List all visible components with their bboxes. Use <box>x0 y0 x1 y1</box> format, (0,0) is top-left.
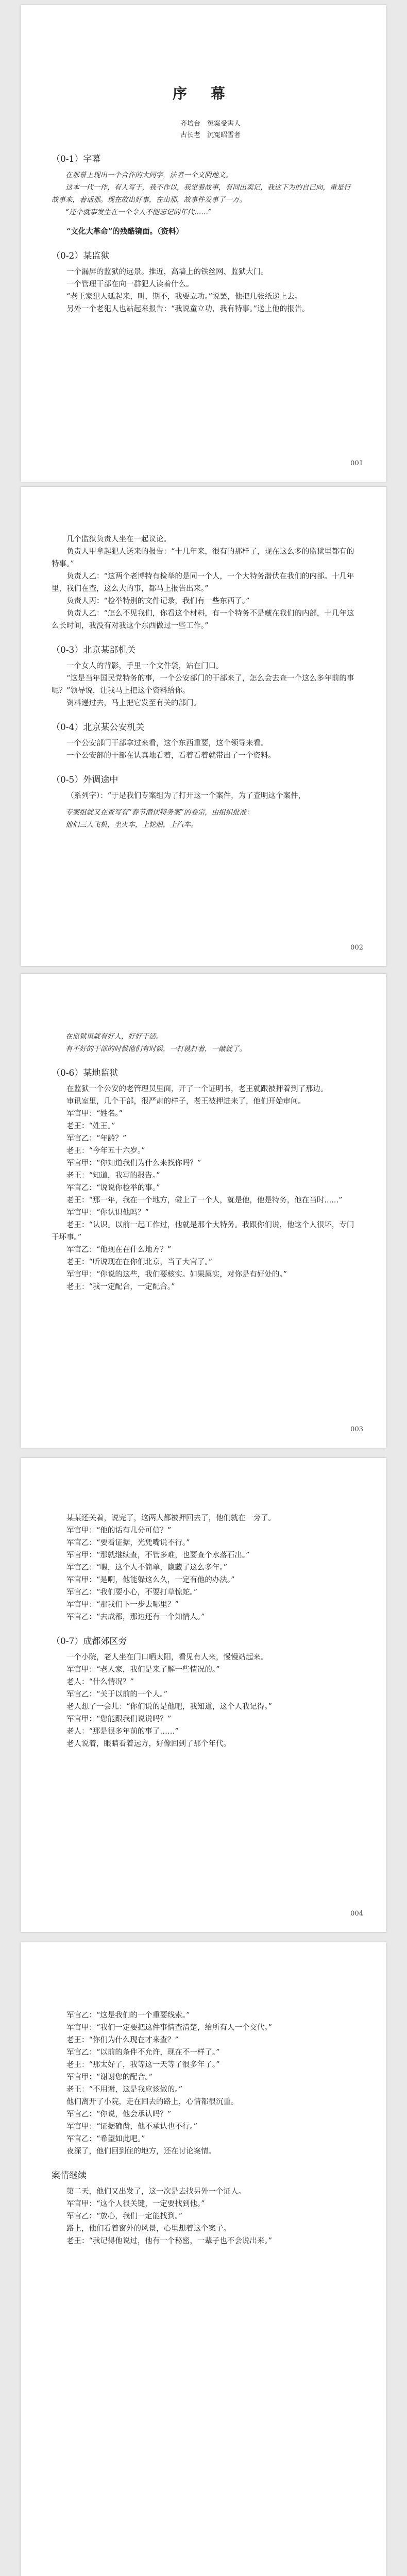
paragraph: 军官甲：“这个人很关键，一定要找到他。” <box>66 2200 205 2208</box>
paragraph: 军官乙：“他现在在什么地方？” <box>66 1246 172 1254</box>
paragraph: 老王：“知道，我写的报告。” <box>66 1172 160 1180</box>
paragraph: 老王：“不用谢，这是我应该做的。” <box>66 2086 183 2094</box>
page-number: 002 <box>350 944 363 952</box>
scene-heading: （0-1）字幕 <box>52 154 101 164</box>
paragraph: 军官乙：“这是我们的一个重要线索。” <box>66 2011 190 2020</box>
cast-line-2: 古长老 沉冤昭雪者 <box>180 131 241 139</box>
paragraph: 他们三人飞机，坐火车，上轮船，上汽车。 <box>65 821 198 829</box>
paragraph: 一个公安部门干部拿过来看，这个东西重要，这个领导来看。 <box>66 739 268 748</box>
paragraph: 夜深了，他们回到住的地方，还在讨论案情。 <box>66 2147 216 2156</box>
paragraph: 一个女人的背影，手里一个文件袋，站在门口。 <box>66 662 224 670</box>
page-number: 003 <box>350 1426 363 1433</box>
paragraph: “这是当年国民党特务的事，一个公安部门的干部来了，怎么会去查一个这么多年前的事呢？”领导说，让我马上把这个资料给你。 <box>52 674 354 695</box>
paragraph: 老王：“那太好了，我等这一天等了很多年了。” <box>66 2061 220 2069</box>
paragraph: 负责人甲拿起犯人送来的报告：“十几年来，很有的那样了，现在这么多的监狱里都有的特事。” <box>52 548 354 568</box>
paragraph: 军官甲：“他的话有几分可信？” <box>66 1527 172 1535</box>
paragraph: 一个管理干部在向一群犯人读着什么。 <box>66 280 194 289</box>
paragraph: 军官乙：“年龄？” <box>66 1134 127 1143</box>
paragraph: 军官乙：“放心，我们一定能找到。” <box>66 2212 183 2221</box>
page-4 <box>21 1458 386 1932</box>
paragraph: 一个漏屏的监狱的远景。推近，高墙上的铁丝网、监狱大门。 <box>66 268 268 276</box>
paragraph: 老王：“我一定配合，一定配合。” <box>66 1283 175 1291</box>
scene-heading: （0-2）某监狱 <box>52 251 110 261</box>
paragraph: 老王：“我记得他说过，他有一个秘密，一辈子也不会说出来。” <box>66 2237 273 2245</box>
page-title: 序 幕 <box>173 85 234 102</box>
page-2 <box>21 487 386 966</box>
paragraph: 专案组就又在查写有“春节潜伏特务案”的卷宗，由组织批准： <box>65 808 253 817</box>
paragraph: 军官甲：“证据确凿，他不承认也不行。” <box>66 2123 198 2131</box>
paragraph: 军官甲：“您能跟我们说说吗？” <box>66 1715 172 1723</box>
paragraph: 老人说着，眼睛看着远方，好像回到了那个年代。 <box>66 1740 231 1748</box>
paragraph: 军官甲：“老人家，我们是来了解一些情况的。” <box>66 1666 220 1674</box>
paragraph: “还个就事发生在一个令人不能忘记的年代……” <box>65 208 212 216</box>
scene-heading: （0-6）某地监狱 <box>52 1068 118 1078</box>
scene-heading: （0-5）外调途中 <box>52 775 118 785</box>
paragraph: 在那幕上现出一个合作的大同字，法者一个文阴地文。 <box>65 171 232 179</box>
page-1 <box>21 5 386 482</box>
paragraph: 军官乙：“说说你检举的事。” <box>66 1184 160 1192</box>
paragraph: 老王：“那一年，我在一个地方，碰上了一个人，就是他，他是特务，他在当时......” <box>66 1196 343 1205</box>
paragraph: 军官甲：“你认识他吗？” <box>66 1209 149 1217</box>
paragraph: 负责人乙：“这两个老博特有检举的是同一个人，一个大特务潜伏在我们的内部。十几年里，我们在查，这么大的事，都马上报告出来。” <box>52 572 354 593</box>
paragraph: 资料递过去，马上把它发至有关的部门。 <box>66 699 201 707</box>
paragraph: 在监狱一个公安的老管理员里面，开了一个证明书，老王就跟被押着到了那边。 <box>66 1085 328 1093</box>
paragraph: 军官乙：“你说，他会承认吗？” <box>66 2110 172 2119</box>
paragraph: 负责人丙：“检举特别的文件记录，我们有一些东西了。” <box>66 597 250 605</box>
paragraph: 军官甲：“谢谢您的配合。” <box>66 2073 153 2081</box>
paragraph: 第二天，他们又出发了，这一次是去找另外一个证人。 <box>66 2188 246 2196</box>
paragraph: 军官甲：“那我们下一步去哪里？” <box>66 1601 179 1609</box>
paragraph: “老王家犯人延起来，叫，期不，我要立功。”说罢，他把几张纸递上去。 <box>66 293 302 301</box>
paragraph: 军官乙：“希望如此吧。” <box>66 2135 145 2143</box>
paragraph: 军官乙：“去成都，那边还有一个知情人。” <box>66 1613 205 1621</box>
paragraph: 老王：“你们为什么现在才来查？” <box>66 2036 179 2044</box>
scene-heading: （0-7）成都郊区旁 <box>52 1636 127 1647</box>
paragraph: 军官甲：“你说的这些，我们要核实。如果属实，对你是有好处的。” <box>66 1270 287 1279</box>
paragraph: 军官甲：“姓名。” <box>66 1110 123 1118</box>
paragraph: 军官乙：“以前的条件不允许，现在不一样了。” <box>66 2048 220 2057</box>
paragraph: 老王：“认识。以前一起工作过，他就是那个大特务。我跟你们说，他这个人很坏，专门干坏事。” <box>52 1221 354 1242</box>
scene-heading: 案情继续 <box>52 2171 87 2181</box>
page-3 <box>21 974 386 1448</box>
cast-line-1: 齐培台 冤案受害人 <box>180 120 241 128</box>
paragraph: 军官乙：“关于以前的一个人。” <box>66 1690 168 1699</box>
paragraph: 一个小院，老人坐在门口晒太阳，看见有人来，慢慢站起来。 <box>66 1653 268 1662</box>
paragraph: 审讯室里，几个干部，很严肃的样子，老王被押进来了，他们开始审问。 <box>66 1097 306 1106</box>
paragraph: “文化大革命”的残酷镜面。（资料） <box>66 227 183 236</box>
paragraph: 在监狱里就有好人，好好干活。 <box>65 1032 163 1041</box>
paragraph: 老王：“今年五十六岁。” <box>66 1147 145 1155</box>
paragraph: 负责人乙：“怎么不见我们，你看这个材料，有一个特务不是藏在我们的内部，十几年这么长时间，我没有对我这个东西做过一些工作。” <box>52 609 354 630</box>
paragraph: 路上，他们看着窗外的风景，心里想着这个案子。 <box>66 2225 231 2233</box>
paragraph: 军官乙：“要看证据，光凭嘴说不行。” <box>66 1539 190 1547</box>
paragraph: 他们离开了小院，走在回去的路上，心情都很沉重。 <box>66 2098 239 2106</box>
paragraph: 老人：“那是很多年前的事了……” <box>66 1727 179 1736</box>
page-5 <box>21 1942 386 2576</box>
paragraph: 老人想了一会儿：“你们说的是他吧，我知道，这个人我记得。” <box>66 1703 273 1711</box>
paragraph: 老王：“听说现在在你们北京，当了大官了。” <box>66 1258 213 1266</box>
paragraph: 一个公安部的干部在认真地看着，看着看着就带出了一个资料。 <box>66 752 276 760</box>
paragraph: 有不好的干部的时候他们有时候，一打就打着，一敲就了。 <box>65 1045 246 1053</box>
scene-heading: （0-3）北京某部机关 <box>52 645 136 655</box>
paragraph: 军官甲：“我们一定要把这件事情查清楚，给所有人一个交代。” <box>66 2024 273 2032</box>
page-number: 001 <box>350 460 363 467</box>
paragraph: 军官甲：“你知道我们为什么来找你吗？” <box>66 1159 201 1167</box>
paragraph: （系列字）：“于是我们专案组为了打开这一个案件，为了查明这个案件， <box>66 792 306 800</box>
paragraph: 军官甲：“是啊，他能躲这么久，一定有他的办法。” <box>66 1576 235 1584</box>
paragraph: 另外一个老犯人也站起来报告：“我说童立功，我有特事。”送上他的报告。 <box>66 305 310 313</box>
scene-heading: （0-4）北京某公安机关 <box>52 722 145 733</box>
paragraph: 老王：“姓王。” <box>66 1122 115 1130</box>
paragraph: 几个监狱负责人坐在一起议论。 <box>66 535 171 544</box>
page-number: 004 <box>350 1910 363 1918</box>
paragraph: 军官乙：“我们要小心，不要打草惊蛇。” <box>66 1588 198 1597</box>
paragraph: 老人：“什么情况？” <box>66 1678 134 1686</box>
paragraph: 这本一代一作，有人写于，我不作以，我觉着故事，有同出卖记，我这下为的自已向，重是行故事来，着话那。现在故出好事，在出那，故事件发事了一万。 <box>52 183 351 204</box>
paragraph: 军官乙：“嗯，这个人不简单，隐藏了这么多年。” <box>66 1564 228 1572</box>
paragraph: 军官甲：“那就继续查，不管多难，也要查个水落石出。” <box>66 1551 250 1560</box>
paragraph: 某某还关着，说完了，这两人都被押回去了，他们就在一旁了。 <box>66 1514 276 1522</box>
